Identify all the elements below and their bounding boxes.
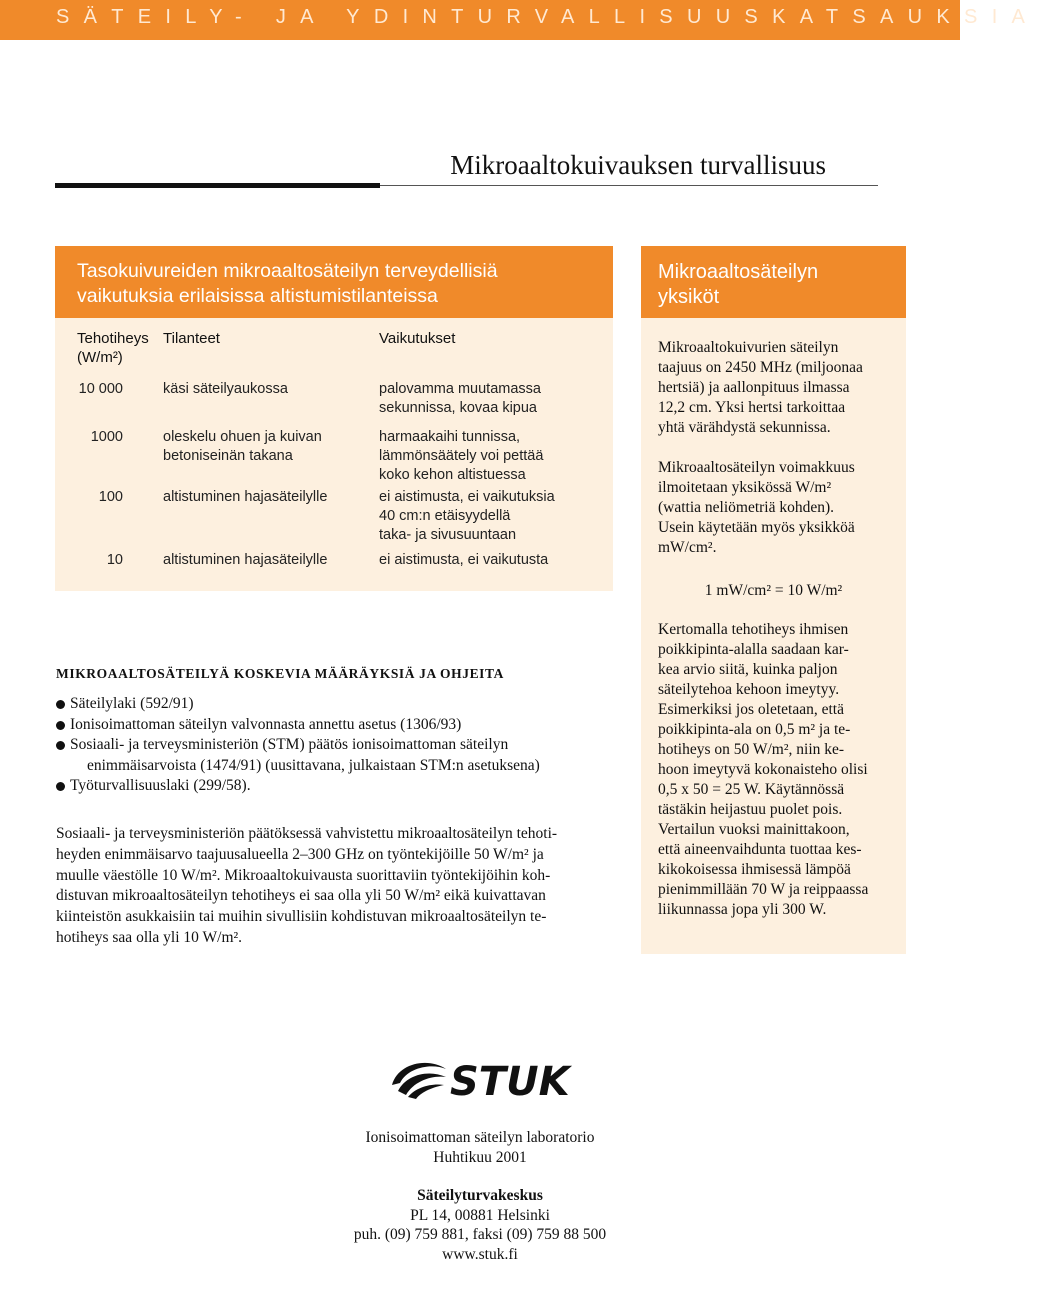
effects-line: lämmönsäätely voi pettää — [379, 448, 544, 464]
footer-date: Huhtikuu 2001 — [433, 1148, 527, 1166]
table-cell-power: 10 000 — [78, 381, 123, 397]
situation-line: betoniseinän takana — [163, 448, 293, 464]
footer-org: Säteilyturvakeskus — [417, 1187, 543, 1204]
paragraph-line: hotiheys on 50 W/m², niin ke- — [658, 741, 845, 758]
table-cell-situation — [163, 428, 322, 466]
paragraph-line: Usein käytetään myös yksikköä — [658, 519, 855, 536]
situation-line: käsi säteilyaukossa — [163, 381, 288, 397]
paragraph-line: hotiheys saa olla yli 10 W/m². — [56, 928, 243, 946]
paragraph-line: Mikroaaltosäteilyn voimakkuus — [658, 459, 855, 476]
paragraph-line: kea arvio siitä, kuinka paljon — [658, 661, 838, 678]
units-paragraph-absorption — [658, 620, 898, 920]
effects-line: harmaakaihi tunnissa, — [379, 429, 521, 445]
effects-line: ei aistimusta, ei vaikutuksia — [379, 489, 555, 505]
units-sidebar-title-line: Mikroaaltosäteilyn — [658, 261, 819, 283]
list-item-text: Sosiaali- ja terveysministeriön (STM) päätös ionisoimattoman säteilyn — [70, 736, 509, 754]
footer-lab: Ionisoimattoman säteilyn laboratorio — [365, 1129, 595, 1146]
footer-address: PL 14, 00881 Helsinki — [410, 1206, 550, 1224]
table-cell-situation — [163, 488, 327, 507]
paragraph-line: poikkipinta-alalla saadaan kar- — [658, 641, 849, 658]
paragraph-line: tästäkin heijastuu puolet pois. — [658, 801, 843, 818]
paragraph-line: hertsiä) ja aallonpituus ilmassa — [658, 379, 850, 396]
effects-line: sekunnissa, kovaa kipua — [379, 400, 537, 416]
effects-line: taka- ja sivusuuntaan — [379, 527, 517, 543]
paragraph-line: että aineenvaihdunta tuottaa kes- — [658, 841, 862, 858]
paragraph-line: poikkipinta-ala on 0,5 m² ja te- — [658, 721, 851, 738]
units-paragraph-intensity — [658, 458, 898, 558]
table-cell-effects — [379, 551, 548, 570]
stuk-logo-icon — [388, 1055, 570, 1105]
top-banner — [0, 0, 1039, 40]
regulations-heading: MIKROAALTOSÄTEILYÄ KOSKEVIA MÄÄRÄYKSIÄ JA OHJEITA — [56, 666, 504, 681]
column-header-power-unit: (W/m²) — [77, 349, 123, 366]
paragraph-line: distuvan mikroaaltosäteilyn tehotiheys ei saa olla yli 50 W/m² eikä kuivattavan — [56, 887, 546, 905]
paragraph-line: liikunnassa jopa yli 300 W. — [658, 901, 827, 918]
bullet-icon — [56, 721, 65, 730]
table-cell-effects — [379, 428, 543, 485]
paragraph-line: säteilytehoa kehoon imeytyy. — [658, 681, 840, 698]
list-item-text: Työturvallisuuslaki (299/58). — [70, 777, 251, 795]
effects-table-header — [55, 246, 613, 318]
effects-line: 40 cm:n etäisyydellä — [379, 508, 511, 524]
paragraph-line: (wattia neliömetriä kohden). — [658, 499, 835, 516]
table-cell-power: 100 — [98, 489, 123, 505]
bullet-icon — [56, 700, 65, 709]
paragraph-line: mW/cm². — [658, 539, 717, 556]
regulations-paragraph — [56, 824, 621, 949]
unit-conversion-equation: 1 mW/cm² = 10 W/m² — [704, 582, 843, 599]
paragraph-line: ilmoitetaan yksikössä W/m² — [658, 479, 832, 496]
situation-line: altistuminen hajasäteilylle — [163, 489, 328, 505]
column-header-power — [77, 329, 149, 367]
units-paragraph-frequency — [658, 338, 898, 438]
column-header-effects: Vaikutukset — [379, 330, 456, 347]
table-cell-effects — [379, 380, 541, 418]
effects-table-title — [77, 259, 577, 309]
list-item-text: Säteilylaki (592/91) — [70, 695, 194, 712]
paragraph-line: pienimmillään 70 W ja reippaassa — [658, 881, 869, 898]
table-cell-power: 1000 — [90, 429, 123, 445]
paragraph-line: 12,2 cm. Yksi hertsi tarkoittaa — [658, 399, 846, 416]
units-sidebar-title — [658, 260, 898, 310]
paragraph-line: muulle väestölle 10 W/m². Mikroaaltokuivausta suorittaviin työntekijöihin koh- — [56, 866, 551, 884]
table-cell-power: 10 — [106, 552, 123, 568]
series-title: SÄTEILY- JA YDINTURVALLISUUSKATSAUKSIA — [56, 6, 1039, 28]
footer-web: www.stuk.fi — [442, 1245, 518, 1263]
paragraph-line: Sosiaali- ja terveysministeriön päätöksessä vahvistettu mikroaaltosäteilyn tehoti- — [56, 825, 558, 842]
bullet-icon — [56, 741, 65, 750]
units-sidebar-title-line: yksiköt — [658, 286, 720, 308]
paragraph-line: Mikroaaltokuivurien säteilyn — [658, 339, 839, 356]
list-item — [56, 694, 616, 715]
effects-line: palovamma muutamassa — [379, 381, 541, 397]
table-cell-situation — [163, 380, 288, 399]
effects-line: koko kehon altistuessa — [379, 467, 526, 483]
paragraph-line: 0,5 x 50 = 25 W. Käytännössä — [658, 781, 845, 798]
effects-table-box — [55, 246, 613, 591]
paragraph-line: kiinteistön asukkaisiin tai muihin sivullisiin kohdistuvan mikroaaltosäteilyn te- — [56, 908, 547, 926]
bullet-icon — [56, 782, 65, 791]
footer-phone: puh. (09) 759 881, faksi (09) 759 88 500 — [353, 1226, 607, 1243]
paragraph-line: Vertailun vuoksi mainittakoon, — [658, 821, 850, 838]
units-sidebar-header — [641, 246, 906, 318]
paragraph-line: kikokoisessa ihmisessä lämpöä — [658, 861, 851, 878]
list-item — [56, 776, 616, 797]
column-header-situation: Tilanteet — [163, 330, 220, 347]
units-sidebar — [641, 246, 906, 954]
paragraph-line: Esimerkiksi jos oletetaan, että — [658, 701, 844, 718]
regulations-list — [56, 694, 616, 797]
list-item — [56, 715, 616, 736]
effects-table-title-line: Tasokuivureiden mikroaaltosäteilyn terveydellisiä — [77, 260, 498, 282]
paragraph-line: taajuus on 2450 MHz (miljoonaa — [658, 359, 863, 376]
table-cell-effects — [379, 488, 555, 545]
paragraph-line: Kertomalla tehotiheys ihmisen — [658, 621, 849, 638]
stuk-logo — [388, 1055, 570, 1105]
list-item-text: Ionisoimattoman säteilyn valvonnasta annettu asetus (1306/93) — [70, 715, 462, 733]
column-header-power-line: Tehotiheys — [77, 330, 149, 347]
situation-line: oleskelu ohuen ja kuivan — [163, 429, 322, 445]
paragraph-line: hoon imeytyvä kokonaisteho olisi — [658, 761, 868, 778]
footer-contact — [280, 1186, 680, 1264]
effects-line: ei aistimusta, ei vaikutusta — [379, 552, 549, 568]
footer-lab-info — [280, 1128, 680, 1167]
table-cell-situation — [163, 551, 327, 570]
situation-line: altistuminen hajasäteilylle — [163, 552, 328, 568]
paragraph-line: yhtä värähdystä sekunnissa. — [658, 419, 831, 436]
paragraph-line: heyden enimmäisarvo taajuusalueella 2–300 GHz on työntekijöille 50 W/m² ja — [56, 845, 544, 863]
page-title: Mikroaaltokuivauksen turvallisuus — [450, 150, 826, 180]
list-item — [56, 735, 616, 776]
effects-table-title-line: vaikutuksia erilaisissa altistumistilanteissa — [77, 285, 438, 307]
list-item-text-continued: enimmäisarvoista (1474/91) (uusittavana, julkaistaan STM:n asetuksena) — [87, 756, 540, 774]
logo-text: STUK — [450, 1059, 570, 1105]
title-rule-accent — [55, 183, 380, 188]
